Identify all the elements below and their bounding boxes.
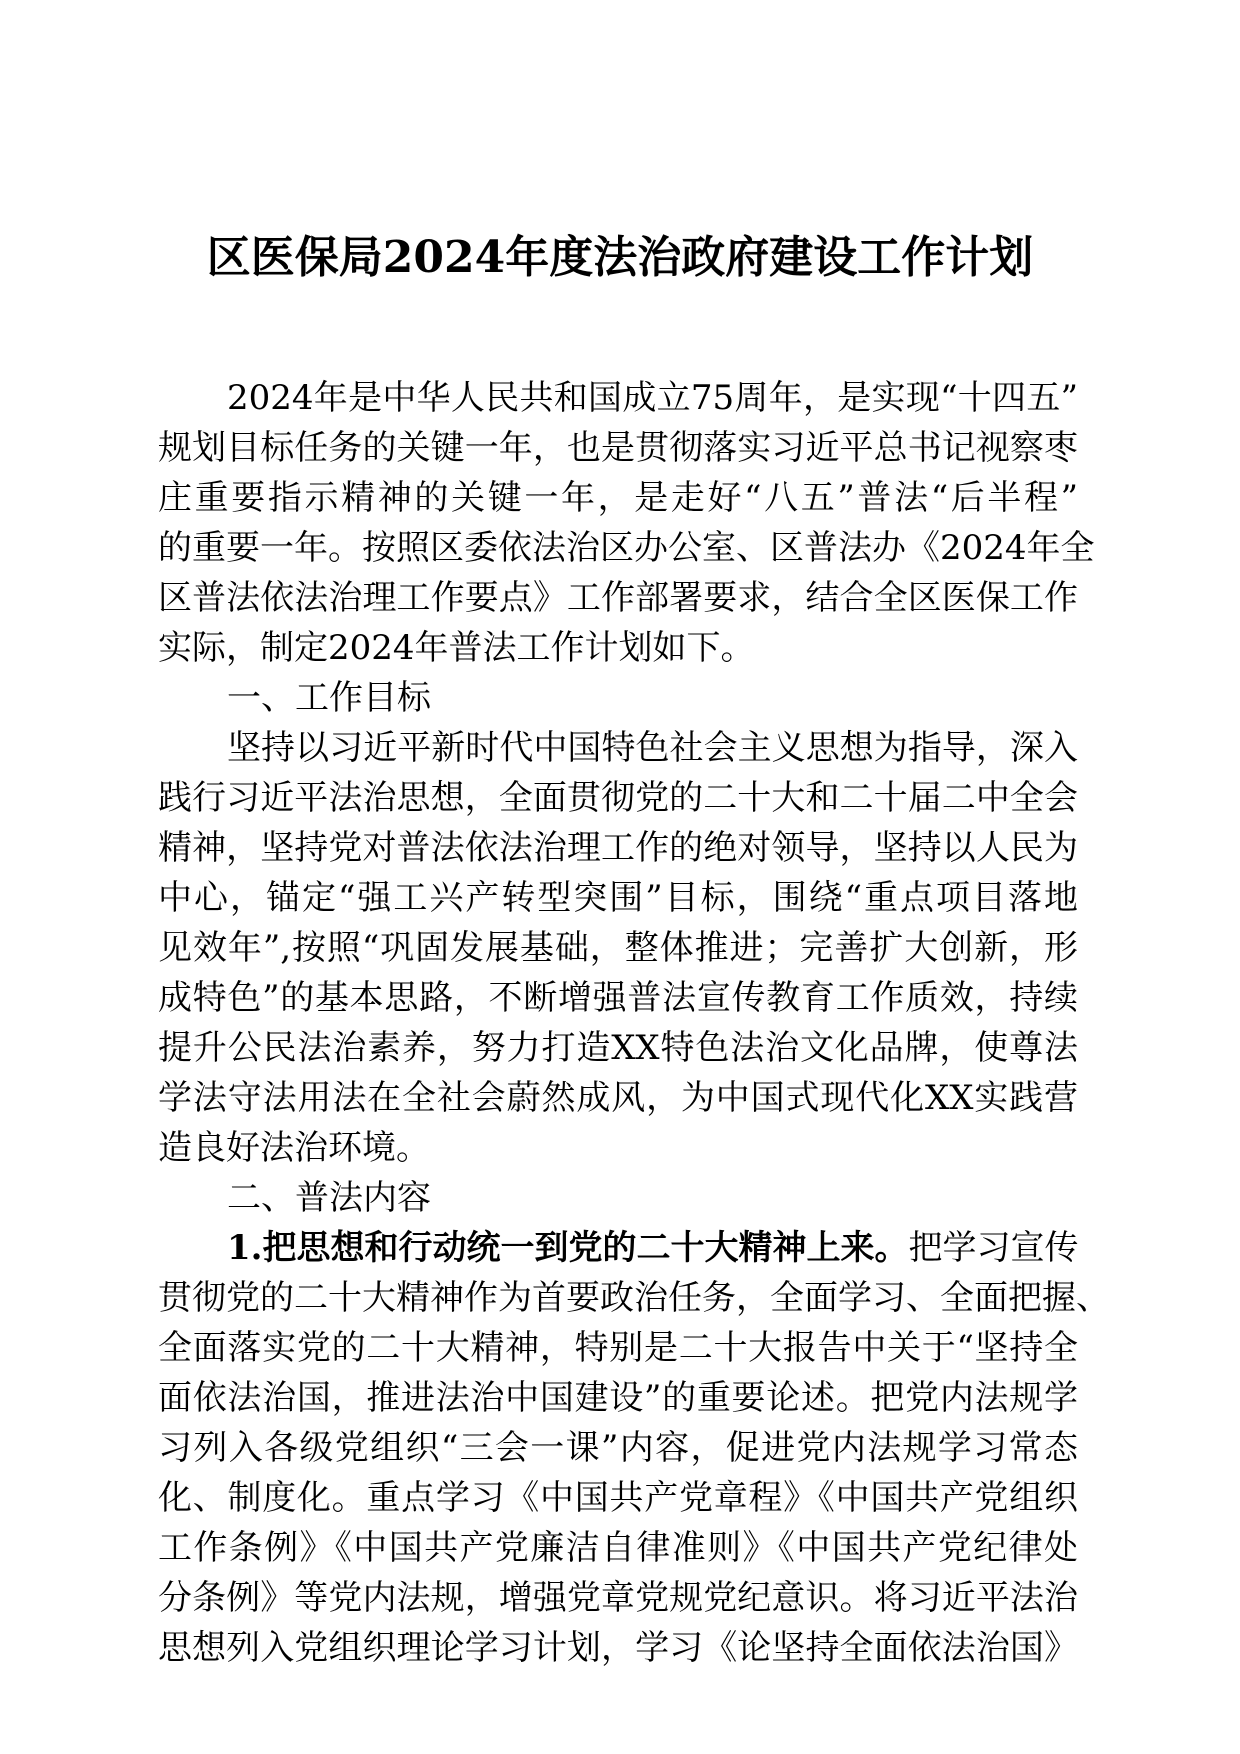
paragraph-line: 贯彻党的二十大精神作为首要政治任务，全面学习、全面把握、 [158, 1278, 1110, 1318]
item-heading: 1.把思想和行动统一到党的二十大精神上来。 [227, 1228, 909, 1268]
paragraph-line: 的重要一年。按照区委依法治区办公室、区普法办《2024年全 [158, 528, 1095, 568]
paragraph-line: 全面落实党的二十大精神，特别是二十大报告中关于“坚持全 [158, 1328, 1078, 1368]
paragraph-line: 坚持以习近平新时代中国特色社会主义思想为指导，深入 [227, 728, 1078, 768]
paragraph-line: 精神，坚持党对普法依法治理工作的绝对领导，坚持以人民为 [158, 828, 1078, 868]
paragraph-line: 区普法依法治理工作要点》工作部署要求，结合全区医保工作 [158, 578, 1078, 618]
paragraph-line: 见效年”,按照“巩固发展基础，整体推进；完善扩大创新，形 [158, 928, 1078, 968]
paragraph-line: 规划目标任务的关键一年，也是贯彻落实习近平总书记视察枣 [158, 428, 1078, 468]
paragraph-line: 化、制度化。重点学习《中国共产党章程》《中国共产党组织 [158, 1478, 1078, 1518]
section-heading: 一、工作目标 [227, 678, 431, 718]
paragraph-line: 庄重要指示精神的关键一年，是走好“八五”普法“后半程” [158, 478, 1078, 518]
paragraph-line: 成特色”的基本思路，不断增强普法宣传教育工作质效，持续 [158, 978, 1078, 1018]
paragraph-line: 习列入各级党组织“三会一课”内容，促进党内法规学习常态 [158, 1428, 1078, 1468]
paragraph-line: 思想列入党组织理论学习计划，学习《论坚持全面依法治国》 [158, 1628, 1078, 1668]
paragraph-line: 提升公民法治素养，努力打造XX特色法治文化品牌，使尊法 [158, 1028, 1078, 1068]
item-heading-line [227, 1223, 1078, 1273]
document-title: 区医保局2024年度法治政府建设工作计划 [206, 232, 1034, 283]
paragraph-line: 实际，制定2024年普法工作计划如下。 [158, 628, 755, 668]
item-text: 把学习宣传 [908, 1228, 1079, 1268]
paragraph-line: 学法守法用法在全社会蔚然成风，为中国式现代化XX实践营 [158, 1078, 1078, 1118]
paragraph-line: 中心，锚定“强工兴产转型突围”目标，围绕“重点项目落地 [158, 878, 1078, 918]
paragraph-line: 2024年是中华人民共和国成立75周年，是实现“十四五” [227, 378, 1078, 418]
paragraph-line: 践行习近平法治思想，全面贯彻党的二十大和二十届二中全会 [158, 778, 1078, 818]
paragraph-line: 工作条例》《中国共产党廉洁自律准则》《中国共产党纪律处 [158, 1528, 1078, 1568]
paragraph-line: 分条例》等党内法规，增强党章党规党纪意识。将习近平法治 [158, 1578, 1078, 1618]
section-heading: 二、普法内容 [227, 1178, 431, 1218]
paragraph-line: 造良好法治环境。 [158, 1128, 430, 1168]
paragraph-line: 面依法治国，推进法治中国建设”的重要论述。把党内法规学 [158, 1378, 1078, 1418]
